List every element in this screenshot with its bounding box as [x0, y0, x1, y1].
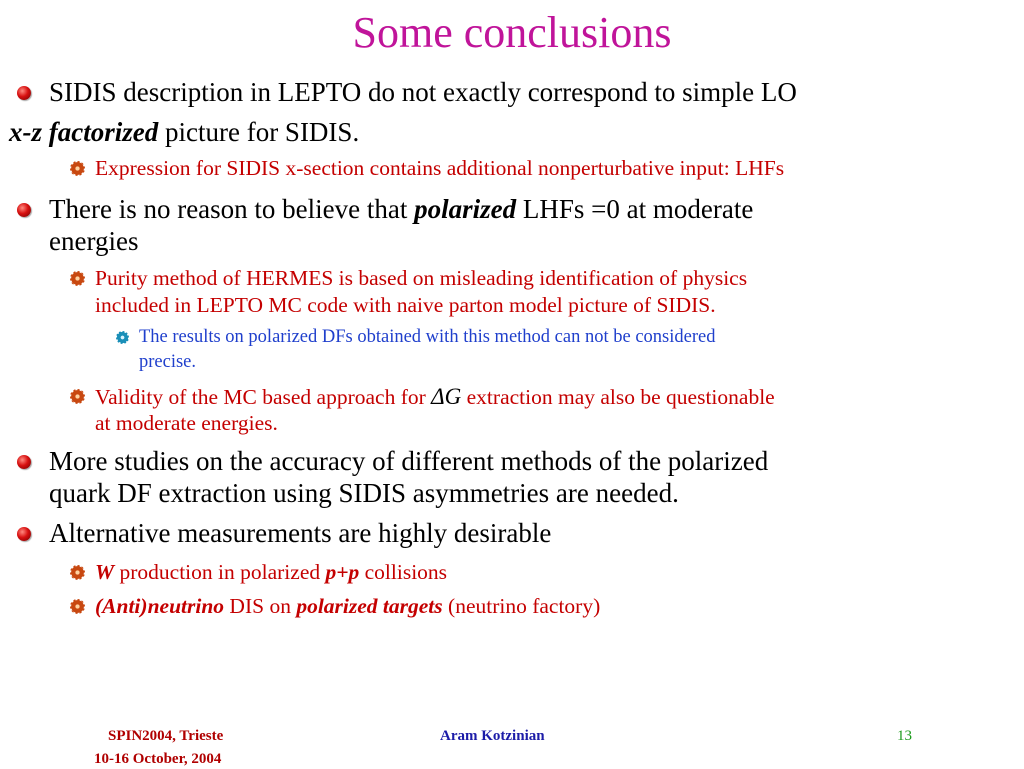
gear-bullet-icon — [70, 599, 85, 614]
footer-dates: 10-16 October, 2004 — [94, 751, 222, 767]
gear-bullet-icon — [70, 565, 85, 580]
bullet-4-sub-2-em-2: polarized targets — [296, 594, 443, 618]
bullet-3-line-1: More studies on the accuracy of different methods of the polarized — [49, 446, 769, 476]
bullet-1-text: SIDIS description in LEPTO do not exactly correspond to simple LO — [49, 77, 797, 107]
bullet-4-sub-1 — [95, 559, 447, 586]
bullet-4-sub-2 — [95, 593, 600, 620]
bullet-2-sub-1-line-1: Purity method of HERMES is based on misleading identification of physics — [95, 266, 748, 290]
bullet-icon — [17, 86, 31, 100]
bullet-4-sub-1-em-1: W — [95, 560, 115, 584]
bullet-2-sub-1-sub-line-1: The results on polarized DFs obtained with this method can not be considered — [139, 327, 716, 347]
gear-bullet-icon — [70, 271, 85, 286]
gear-bullet-icon — [70, 389, 85, 404]
bullet-icon — [17, 527, 31, 541]
bullet-icon — [17, 203, 31, 217]
slide-title: Some conclusions — [352, 8, 672, 57]
page-number: 13 — [897, 728, 912, 744]
gear-bullet-icon — [116, 331, 129, 344]
bullet-2-sub-2-post: extraction may also be questionable — [461, 385, 775, 409]
delta-g-symbol: ΔG — [431, 384, 462, 409]
bullet-2-emphasis: polarized — [414, 194, 517, 224]
footer-author: Aram Kotzinian — [440, 728, 545, 744]
bullet-4-sub-1-em-2: p+p — [325, 560, 360, 584]
gear-bullet-icon — [70, 161, 85, 176]
bullet-1-continuation — [9, 116, 359, 148]
bullet-2-sub-2-line-1 — [95, 383, 775, 411]
bullet-4-sub-2-mid: DIS on — [224, 594, 297, 618]
bullet-2-sub-1-sub-line-2: precise. — [139, 352, 197, 372]
bullet-icon — [17, 455, 31, 469]
bullet-3-line-2: quark DF extraction using SIDIS asymmetries are needed. — [49, 478, 679, 508]
bullet-4-sub-2-post: (neutrino factory) — [442, 594, 601, 618]
bullet-2-line-1 — [49, 193, 753, 225]
bullet-2-pre: There is no reason to believe that — [49, 194, 415, 224]
bullet-2-sub-2-pre: Validity of the MC based approach for — [95, 385, 432, 409]
bullet-4-sub-1-post: collisions — [359, 560, 448, 584]
footer-conference: SPIN2004, Trieste — [108, 728, 224, 744]
bullet-1-emphasis: x-z factorized — [9, 117, 159, 147]
bullet-1-continuation-text: picture for SIDIS. — [158, 117, 360, 147]
bullet-2-post: LHFs =0 at moderate — [516, 194, 754, 224]
bullet-2-sub-2-line-2: at moderate energies. — [95, 411, 278, 435]
bullet-4-sub-1-mid: production in polarized — [114, 560, 326, 584]
bullet-1-sub-1: Expression for SIDIS x-section contains additional nonperturbative input: LHFs — [95, 156, 785, 180]
bullet-2-sub-1-line-2: included in LEPTO MC code with naive parton model picture of SIDIS. — [95, 293, 716, 317]
bullet-4-sub-2-em-1: (Anti)neutrino — [95, 594, 225, 618]
bullet-4-text: Alternative measurements are highly desirable — [49, 518, 552, 548]
bullet-2-line-2: energies — [49, 226, 139, 256]
